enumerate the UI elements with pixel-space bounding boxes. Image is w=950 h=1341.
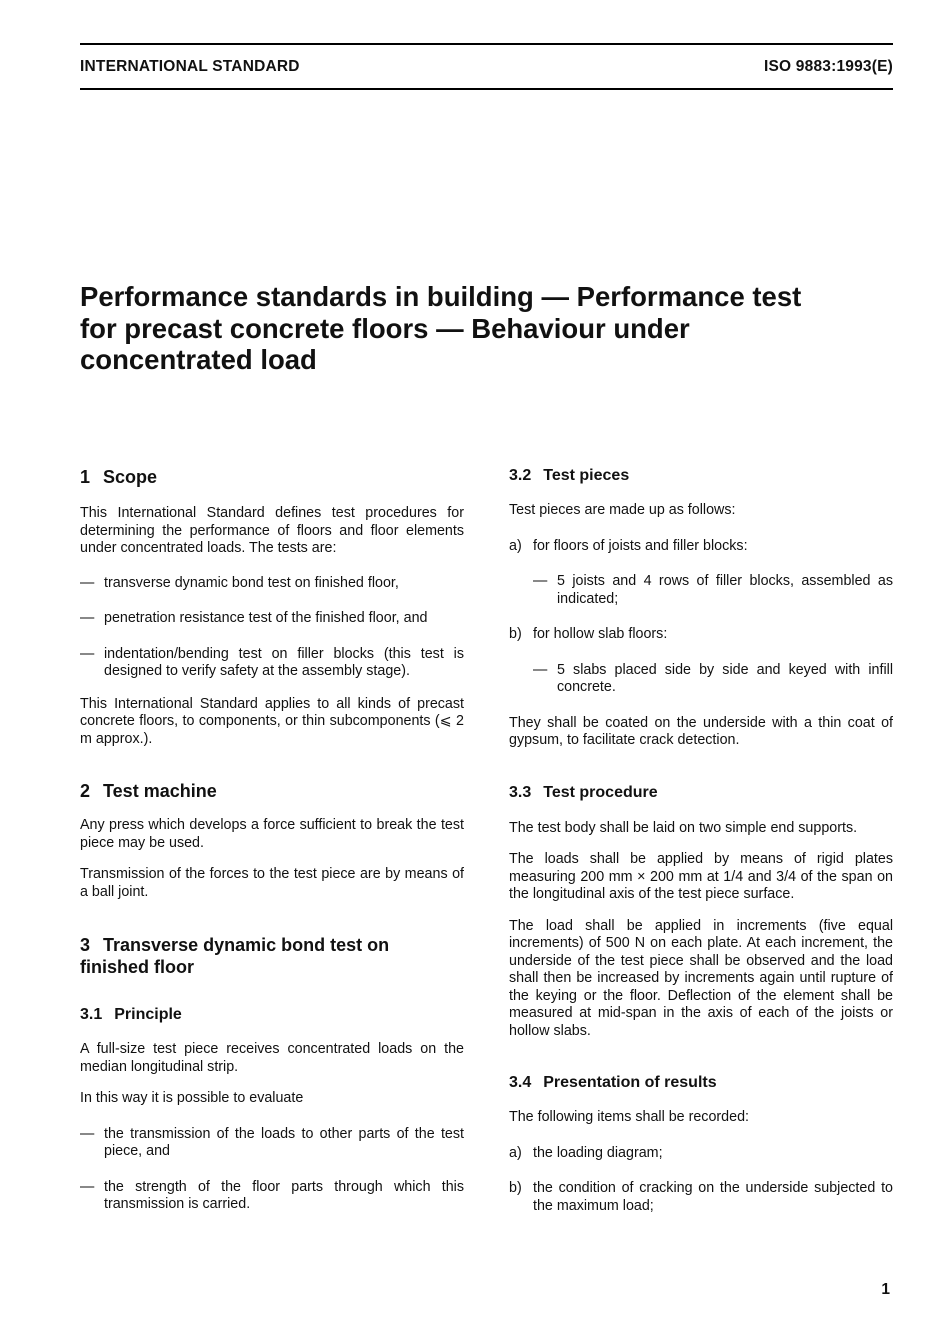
title-line-1: Performance standards in building — Performance test <box>80 281 802 312</box>
document-title <box>80 281 880 376</box>
section-title: Scope <box>103 467 158 487</box>
section-number: 3.2 <box>509 467 532 484</box>
section-number: 2 <box>80 781 91 801</box>
section-title: Test machine <box>103 781 217 801</box>
list-item <box>509 626 893 644</box>
list-item-text: for floors of joists and filler blocks: <box>533 537 748 554</box>
left-column <box>80 466 464 1214</box>
list-marker: b) <box>509 1180 522 1196</box>
section-title-line-2: finished floor <box>80 957 194 977</box>
paragraph: The load shall be applied in increments (five equal increments) of 500 N on each plate. At each increment, the underside of the test piece shall be observed and the load shall then be increased by increments again until rupture of the keying or the floor. Deflection of the element shall be measured at mid-span in the axis of each of the joists or hollow slabs. <box>509 917 893 1039</box>
list-item: — penetration resistance test of the finished floor, and <box>80 610 464 628</box>
right-column <box>509 466 893 1215</box>
list-item: — the transmission of the loads to other parts of the test piece, and <box>80 1126 464 1161</box>
paragraph: Transmission of the forces to the test piece are by means of a ball joint. <box>80 866 464 900</box>
paragraph: This International Standard applies to all kinds of precast concrete floors, to components, or thin subcomponents (⩽ 2 m approx.). <box>80 695 464 747</box>
list-item: — indentation/bending test on filler blocks (this test is designed to verify safety at the assembly stage). <box>80 646 464 681</box>
paragraph: The following items shall be recorded: <box>509 1109 749 1125</box>
list-item-text: the loading diagram; <box>533 1144 663 1161</box>
list-marker: a) <box>509 1144 522 1161</box>
standard-number: ISO 9883:1993(E) <box>764 58 893 75</box>
section-number: 3.3 <box>509 783 532 801</box>
list-marker: b) <box>509 626 522 642</box>
paragraph: The test body shall be laid on two simple end supports. <box>509 819 858 836</box>
list-item: — 5 slabs placed side by side and keyed with infill concrete. <box>509 662 893 697</box>
paragraph: They shall be coated on the underside with a thin coat of gypsum, to facilitate crack detection. <box>509 714 893 748</box>
list-item: — 5 joists and 4 rows of filler blocks, assembled as indicated; <box>509 573 893 608</box>
paragraph: A full-size test piece receives concentrated loads on the median longitudinal strip. <box>80 1041 464 1075</box>
section-3-heading <box>80 934 464 978</box>
header-bottom-rule <box>80 88 893 90</box>
list-item-text: the condition of cracking on the underside subjected to the maximum load; <box>533 1180 893 1214</box>
paragraph: In this way it is possible to evaluate <box>80 1090 304 1106</box>
title-line-2: for precast concrete floors — Behaviour under <box>80 312 690 344</box>
section-title: Test pieces <box>543 467 630 484</box>
list-item <box>509 1180 893 1215</box>
list-item <box>509 538 893 556</box>
section-title: Test procedure <box>543 783 658 801</box>
section-number: 1 <box>80 467 91 487</box>
section-2-heading <box>80 780 464 802</box>
page-number: 1 <box>881 1281 890 1298</box>
list-marker: a) <box>509 537 522 554</box>
section-1-heading <box>80 466 464 488</box>
section-3-2-heading <box>509 466 893 485</box>
paragraph: Test pieces are made up as follows: <box>509 502 736 518</box>
title-line-3: concentrated load <box>80 344 317 375</box>
list-item <box>509 1145 893 1163</box>
section-number: 3.4 <box>509 1074 532 1091</box>
section-3-1-heading <box>80 1005 464 1024</box>
list-item: — the strength of the floor parts through which this transmission is carried. <box>80 1179 464 1214</box>
section-title: Presentation of results <box>543 1074 717 1091</box>
section-title: Principle <box>114 1006 182 1023</box>
section-number: 3.1 <box>80 1006 103 1023</box>
paragraph: Any press which develops a force sufficient to break the test piece may be used. <box>80 817 464 851</box>
header-top-rule <box>80 43 893 45</box>
paragraph: The loads shall be applied by means of rigid plates measuring 200 mm × 200 mm at 1/4 and 3/4 of the span on the longitudinal axis of the test piece surface. <box>509 851 893 902</box>
list-item-text: for hollow slab floors: <box>533 626 668 642</box>
section-3-4-heading <box>509 1073 893 1092</box>
section-title-line-1: Transverse dynamic bond test on <box>103 935 390 955</box>
list-item: — transverse dynamic bond test on finished floor, <box>80 575 464 593</box>
section-3-3-heading <box>509 783 893 802</box>
document-type-label: INTERNATIONAL STANDARD <box>80 58 300 75</box>
section-number: 3 <box>80 935 91 955</box>
paragraph: This International Standard defines test procedures for determining the performance of floors and floor elements under concentrated loads. The tests are: <box>80 505 464 556</box>
